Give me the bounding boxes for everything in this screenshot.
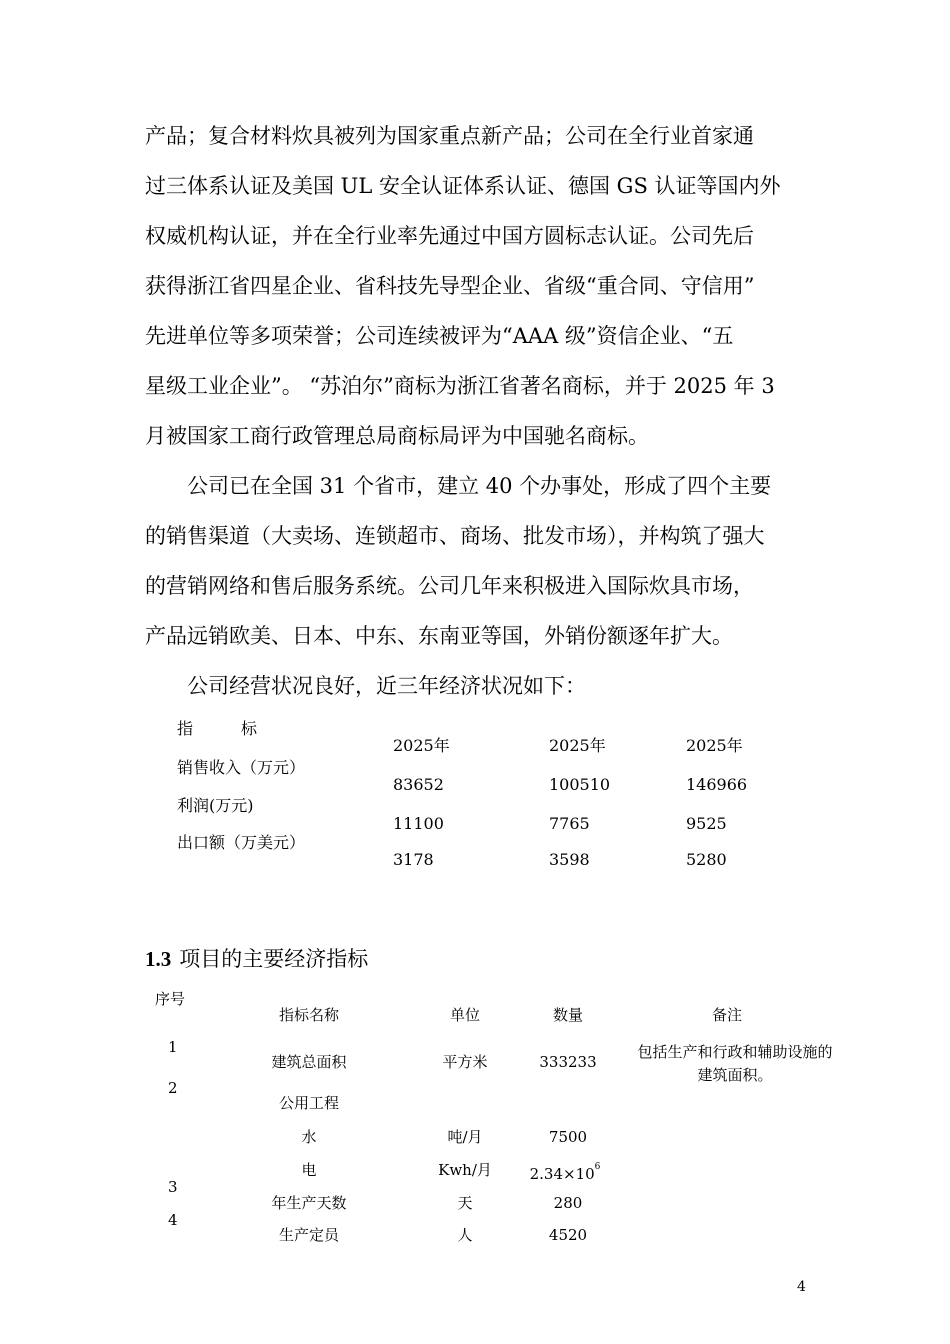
indicator-unit: 人 bbox=[457, 1226, 473, 1244]
econ-row-label: 销售收入（万元） bbox=[177, 758, 306, 777]
paragraph-line: 先进单位等多项荣誉；公司连续被评为“AAA 级”资信企业、“五 bbox=[145, 324, 734, 348]
paragraph-line: 公司经营状况良好，近三年经济状况如下： bbox=[145, 674, 586, 698]
seq-number: 2 bbox=[168, 1079, 178, 1097]
paragraph-line: 星级工业企业”。 “苏泊尔”商标为浙江省著名商标，并于 2025 年 3 bbox=[145, 374, 775, 398]
paragraph-line: 过三体系认证及美国 UL 安全认证体系认证、德国 GS 认证等国内外 bbox=[145, 174, 781, 198]
econ-value: 9525 bbox=[686, 814, 727, 833]
paragraph-line: 公司已在全国 31 个省市，建立 40 个办事处，形成了四个主要 bbox=[145, 474, 772, 498]
econ-value: 11100 bbox=[393, 814, 444, 833]
seq-number: 1 bbox=[168, 1038, 178, 1056]
econ-value: 100510 bbox=[549, 775, 611, 794]
econ-value: 83652 bbox=[393, 775, 444, 794]
econ-header-label: 指 标 bbox=[177, 719, 258, 738]
econ-value: 7765 bbox=[549, 814, 590, 833]
seq-number: 4 bbox=[168, 1211, 178, 1229]
section-number: 1.3 bbox=[145, 947, 172, 971]
econ-row-label: 利润(万元) bbox=[177, 796, 254, 815]
indicator-qty: 333233 bbox=[539, 1053, 597, 1071]
econ-value: 146966 bbox=[686, 775, 748, 794]
indicator-qty bbox=[530, 1163, 601, 1182]
seq-number: 3 bbox=[168, 1178, 178, 1196]
header-qty: 数量 bbox=[552, 1006, 584, 1024]
econ-value: 3178 bbox=[393, 850, 434, 869]
paragraph-line: 产品；复合材料炊具被列为国家重点新产品；公司在全行业首家通 bbox=[145, 124, 754, 148]
section-heading bbox=[145, 943, 368, 973]
econ-value: 5280 bbox=[686, 850, 727, 869]
indicator-name: 水 bbox=[301, 1128, 317, 1146]
indicator-qty: 4520 bbox=[548, 1226, 588, 1244]
paragraph-line: 的销售渠道（大卖场、连锁超市、商场、批发市场），并构筑了强大 bbox=[145, 524, 765, 548]
indicator-qty: 280 bbox=[553, 1194, 583, 1212]
econ-year: 2025年 bbox=[393, 736, 450, 755]
indicator-name: 电 bbox=[301, 1161, 317, 1179]
econ-value: 3598 bbox=[549, 850, 590, 869]
indicator-unit: 平方米 bbox=[442, 1053, 488, 1071]
econ-year: 2025年 bbox=[549, 736, 606, 755]
header-seq: 序号 bbox=[155, 990, 186, 1008]
indicator-qty: 7500 bbox=[548, 1128, 588, 1146]
header-name: 指标名称 bbox=[278, 1006, 340, 1024]
page-number: 4 bbox=[797, 1279, 806, 1295]
indicator-unit: 天 bbox=[457, 1194, 473, 1212]
econ-year: 2025年 bbox=[686, 736, 743, 755]
paragraph-line: 权威机构认证，并在全行业率先通过中国方圆标志认证。公司先后 bbox=[145, 224, 754, 248]
indicator-note: 包括生产和行政和辅助设施的建筑面积。 bbox=[637, 1043, 833, 1084]
indicator-name: 生产定员 bbox=[278, 1226, 340, 1244]
paragraph-line: 月被国家工商行政管理总局商标局评为中国驰名商标。 bbox=[145, 424, 649, 448]
indicator-qty-exponent: 6 bbox=[594, 1162, 601, 1172]
header-note: 备注 bbox=[711, 1006, 743, 1024]
econ-row-label: 出口额（万美元） bbox=[177, 833, 306, 852]
section-title: 项目的主要经济指标 bbox=[179, 947, 369, 971]
paragraph-line: 获得浙江省四星企业、省科技先导型企业、省级“重合同、守信用” bbox=[145, 274, 755, 298]
paragraph-line: 产品远销欧美、日本、中东、东南亚等国，外销份额逐年扩大。 bbox=[145, 624, 733, 648]
indicator-name: 建筑总面积 bbox=[271, 1053, 347, 1071]
indicator-qty-base: 2.34×10 bbox=[529, 1165, 595, 1183]
indicator-name: 年生产天数 bbox=[271, 1194, 347, 1212]
header-unit: 单位 bbox=[449, 1006, 481, 1024]
indicator-unit: 吨/月 bbox=[447, 1128, 483, 1146]
paragraph-line: 的营销网络和售后服务系统。公司几年来积极进入国际炊具市场， bbox=[145, 574, 754, 598]
indicator-name: 公用工程 bbox=[278, 1094, 340, 1112]
indicator-unit: Kwh/月 bbox=[438, 1161, 492, 1179]
